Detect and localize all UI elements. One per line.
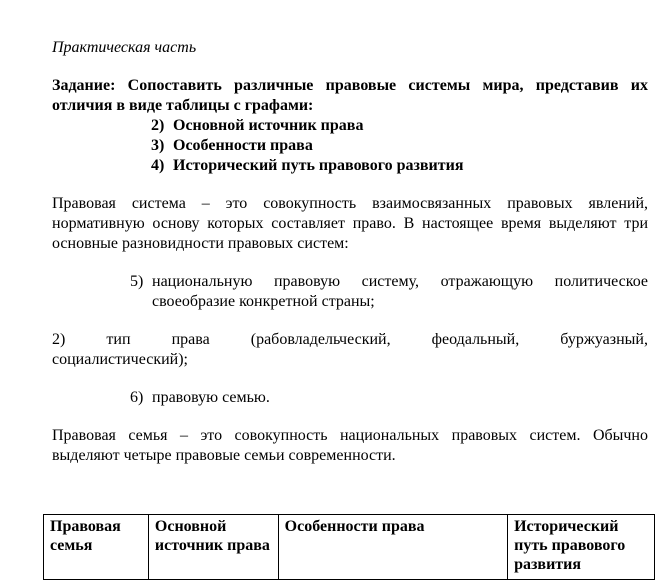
task-columns-list — [52, 116, 648, 176]
item-number: 6) — [130, 389, 144, 406]
table-header-cell: Особенности права — [278, 515, 507, 580]
legal-system-item — [52, 388, 648, 408]
intro-paragraph: Правовая система – это совокупность взаимосвязанных правовых явлений, нормативную основу которых составляет право. В настоящее время выделяют три основные разновидности правовых систем: — [52, 195, 648, 252]
item-word: феодальный, — [431, 331, 520, 348]
item-text: правовую семью. — [152, 389, 270, 406]
task-item-number: 4) — [151, 157, 165, 174]
item-line — [52, 330, 648, 350]
item-word: буржуазный, — [560, 331, 648, 348]
task-item-label: Основной источник права — [173, 117, 364, 134]
table-header-row — [44, 515, 655, 580]
task-column-item — [52, 116, 648, 136]
table-header-cell: Исторический путь правового развития — [508, 515, 655, 580]
item-word: (рабовладельческий, — [250, 331, 391, 348]
task-column-item — [52, 136, 648, 156]
task-item-number: 2) — [151, 117, 165, 134]
table-header-cell: Основной источник права — [148, 515, 278, 580]
legal-system-item — [52, 272, 648, 312]
section-heading: Практическая часть — [52, 39, 197, 56]
task-statement: Задание: Сопоставить различные правовые системы мира, представив их отличия в виде таблицы с графами: — [52, 77, 648, 114]
item-number: 5) — [130, 273, 144, 290]
item-word: тип — [106, 331, 131, 348]
task-item-label: Особенности права — [173, 137, 313, 154]
task-item-label: Исторический путь правового развития — [173, 157, 464, 174]
document-page — [52, 38, 648, 466]
legal-system-item — [52, 330, 648, 370]
family-paragraph: Правовая семья – это совокупность национальных правовых систем. Обычно выделяют четыре правовые семьи современности. — [52, 427, 648, 464]
table-header-cell: Правовая семья — [44, 515, 149, 580]
item-word: права — [171, 331, 210, 348]
item-number: 2) — [52, 331, 66, 348]
task-column-item — [52, 156, 648, 176]
task-item-number: 3) — [151, 137, 165, 154]
item-line: социалистический); — [52, 351, 188, 368]
legal-families-table — [43, 514, 655, 580]
item-text: национальную правовую систему, отражающую политическое своеобразие конкретной страны; — [152, 273, 648, 310]
